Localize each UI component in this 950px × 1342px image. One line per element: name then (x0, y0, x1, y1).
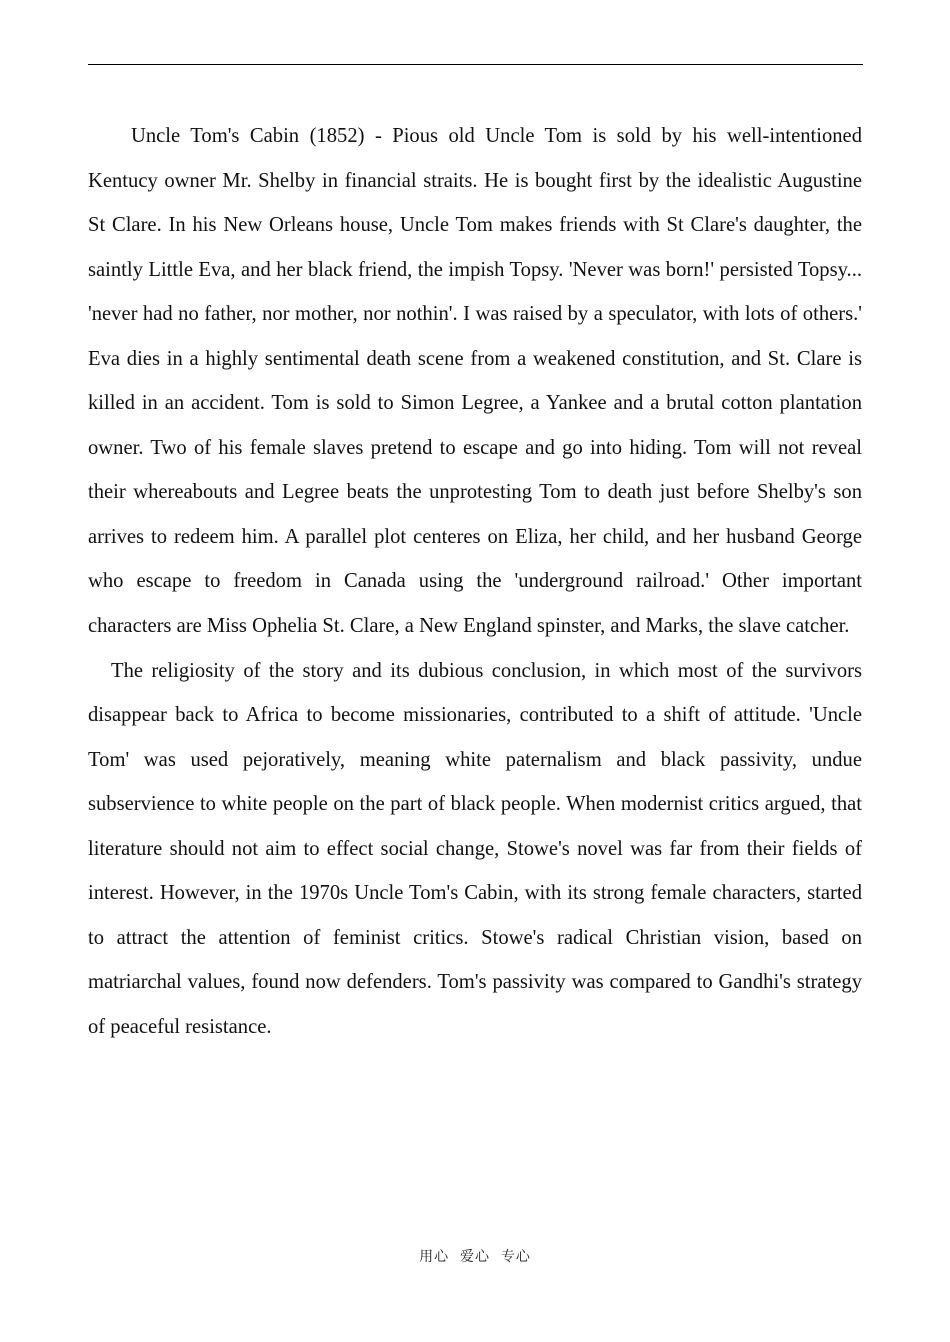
paragraph-plot-summary: Uncle Tom's Cabin (1852) - Pious old Uncle Tom is sold by his well-intentioned Kentucy owner Mr. Shelby in financial straits. He is bought first by the idealistic Augustine St Clare. In his New Orleans house, Uncle Tom makes friends with St Clare's daughter, the saintly Little Eva, and her black friend, the impish Topsy. 'Never was born!' persisted Topsy... 'never had no father, nor mother, nor nothin'. I was raised by a speculator, with lots of others.' Eva dies in a highly sentimental death scene from a weakened constitution, and St. Clare is killed in an accident. Tom is sold to Simon Legree, a Yankee and a brutal cotton plantation owner. Two of his female slaves pretend to escape and go into hiding. Tom will not reveal their whereabouts and Legree beats the unprotesting Tom to death just before Shelby's son arrives to redeem him. A parallel plot centeres on Eliza, her child, and her husband George who escape to freedom in Canada using the 'underground railroad.' Other important characters are Miss Ophelia St. Clare, a New England spinster, and Marks, the slave catcher. (88, 125, 862, 638)
header-rule (88, 64, 863, 65)
document-body (88, 114, 862, 1049)
page-footer: 用心 爱心 专心 (419, 1249, 531, 1265)
paragraph-critical-reception: The religiosity of the story and its dubious conclusion, in which most of the survivors disappear back to Africa to become missionaries, contributed to a shift of attitude. 'Uncle Tom' was used pejoratively, meaning white paternalism and black passivity, undue subservience to white people on the part of black people. When modernist critics argued, that literature should not aim to effect social change, Stowe's novel was far from their fields of interest. However, in the 1970s Uncle Tom's Cabin, with its strong female characters, started to attract the attention of feminist critics. Stowe's radical Christian vision, based on matriarchal values, found now defenders. Tom's passivity was compared to Gandhi's strategy of peaceful resistance. (88, 659, 862, 1038)
